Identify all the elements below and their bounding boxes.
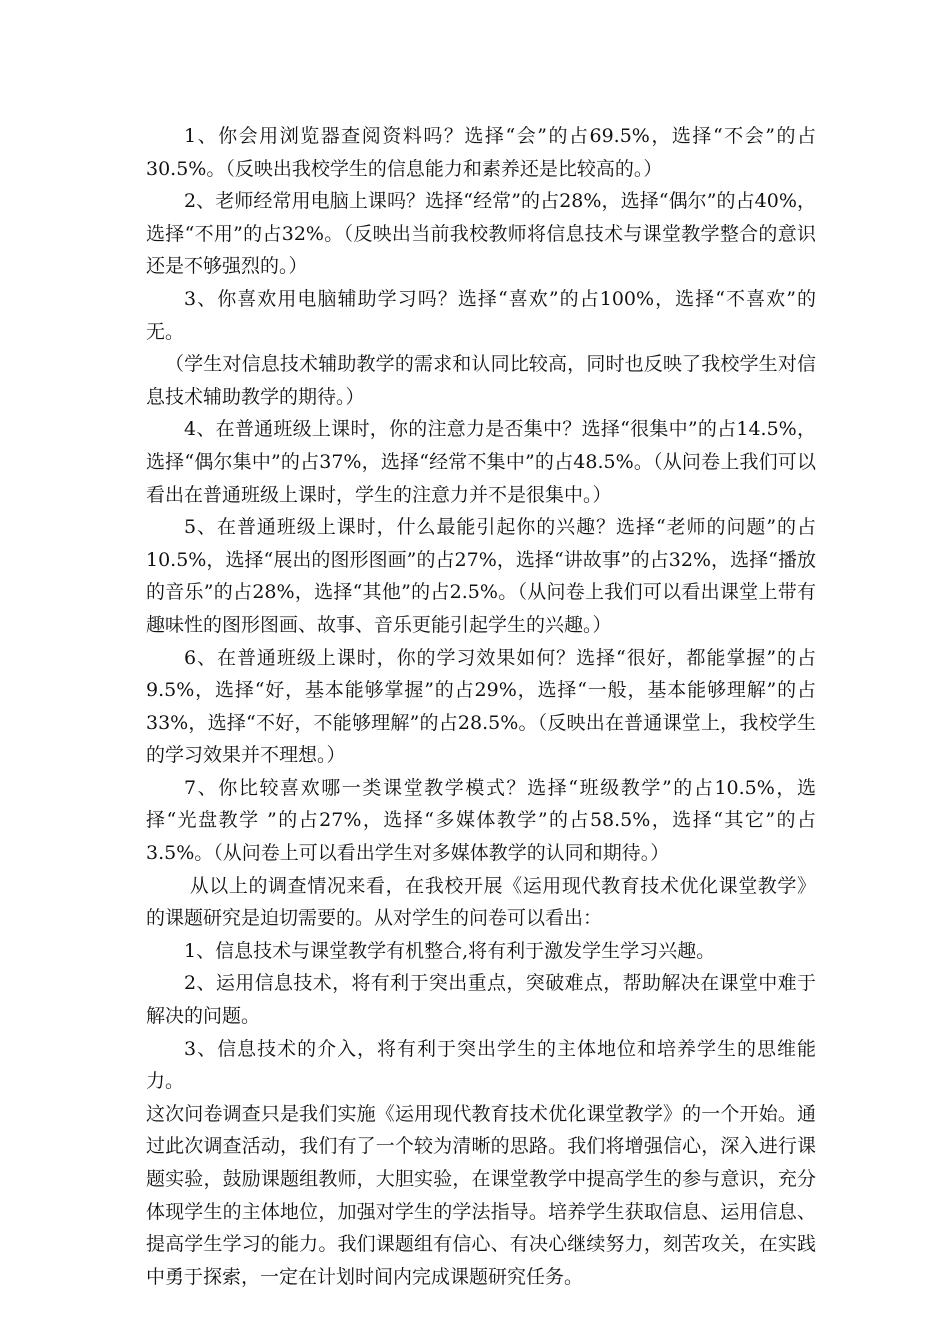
conclusion-point-3: 3、信息技术的介入，将有利于突出学生的主体地位和培养学生的思维能力。 xyxy=(146,1037,816,1093)
survey-item-7: 7、你比较喜欢哪一类课堂教学模式？选择“班级教学”的占10.5%，选择“光盘教学 ”的占27%，选择“多媒体教学”的占58.5%，选择“其它”的占3.5%。（从问卷上可以看出学生对多媒体教学的认同和期待。） xyxy=(146,776,816,865)
survey-item-5: 5、在普通班级上课时，什么最能引起你的兴趣？选择“老师的问题”的占10.5%，选择“展出的图形图画”的占27%，选择“讲故事”的占32%，选择“播放的音乐”的占28%，选择“其他”的占2.5%。（从问卷上我们可以看出课堂上带有趣味性的图形图画、故事、音乐更能引起学生的兴趣。） xyxy=(146,516,816,636)
survey-item-6: 6、在普通班级上课时，你的学习效果如何？选择“很好，都能掌握”的占9.5%，选择“好，基本能够掌握”的占29%，选择“一般，基本能够理解”的占33%，选择“不好，不能够理解”的占28.5%。（反映出在普通课堂上，我校学生的学习效果并不理想。） xyxy=(146,646,816,767)
survey-item-4: 4、在普通班级上课时，你的注意力是否集中？选择“很集中”的占14.5%，选择“偶尔集中”的占37%，选择“经常不集中”的占48.5%。（从问卷上我们可以看出在普通班级上课时，学生的注意力并不是很集中。） xyxy=(146,418,816,506)
document-body xyxy=(146,120,816,1293)
conclusion-point-2: 2、运用信息技术，将有利于突出重点，突破难点，帮助解决在课堂中难于解决的问题。 xyxy=(146,972,816,1028)
summary-intro: 从以上的调查情况来看，在我校开展《运用现代教育技术优化课堂教学》的课题研究是迫切需要的。从对学生的问卷可以看出： xyxy=(146,874,816,930)
survey-item-2: 2、老师经常用电脑上课吗？选择“经常”的占28%，选择“偶尔”的占40%，选择“不用”的占32%。（反映出当前我校教师将信息技术与课堂教学整合的意识还是不够强烈的。） xyxy=(146,190,816,278)
conclusion-point-1: 1、信息技术与课堂教学有机整合,将有利于激发学生学习兴趣。 xyxy=(184,939,716,962)
survey-item-3-comment: （学生对信息技术辅助教学的需求和认同比较高，同时也反映了我校学生对信息技术辅助教学的期待。） xyxy=(146,353,816,408)
closing-paragraph: 这次问卷调查只是我们实施《运用现代教育技术优化课堂教学》的一个开始。通过此次调查活动，我们有了一个较为清晰的思路。我们将增强信心，深入进行课题实验，鼓励课题组教师，大胆实验，在课堂教学中提高学生的参与意识，充分体现学生的主体地位，加强对学生的学法指导。培养学生获取信息、运用信息、提高学生学习的能力。我们课题组有信心、有决心继续努力，刻苦攻关，在实践中勇于探索，一定在计划时间内完成课题研究任务。 xyxy=(146,1102,816,1288)
survey-item-3: 3、你喜欢用电脑辅助学习吗？选择“喜欢”的占100%，选择“不喜欢”的无。 xyxy=(146,287,816,343)
survey-item-1: 1、你会用浏览器查阅资料吗？选择“会”的占69.5%，选择“不会”的占30.5%。（反映出我校学生的信息能力和素养还是比较高的。） xyxy=(146,125,816,180)
